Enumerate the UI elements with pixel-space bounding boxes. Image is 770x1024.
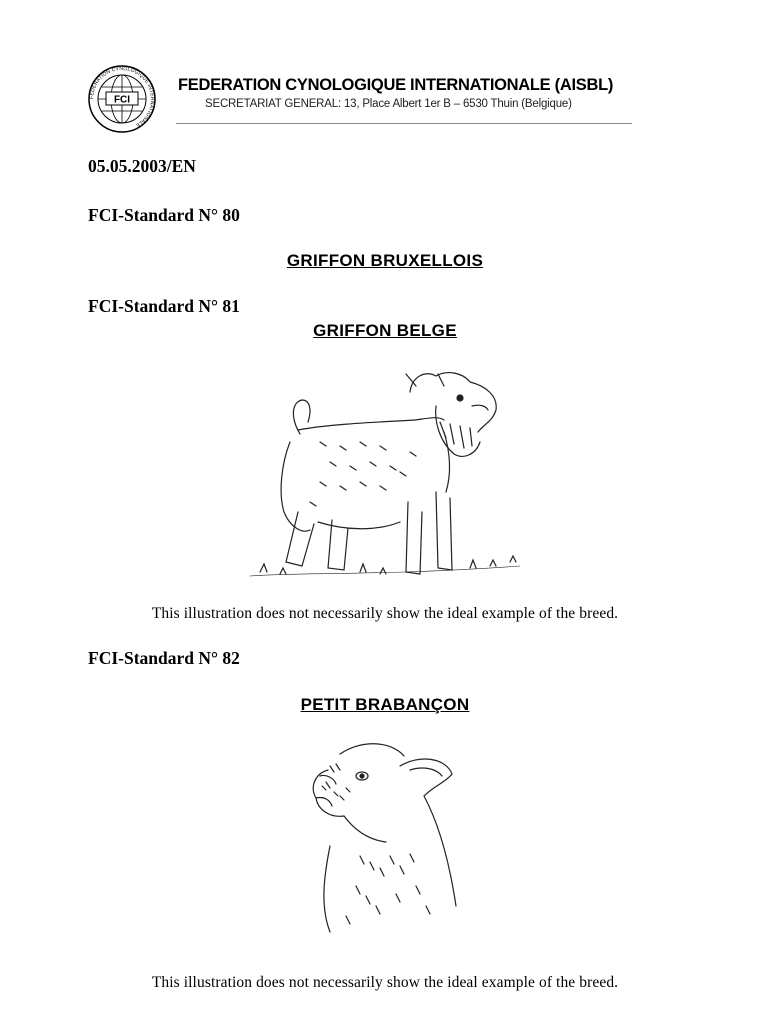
illustration-disclaimer-82: This illustration does not necessarily show the ideal example of the breed. <box>151 974 619 991</box>
header-divider <box>176 123 632 124</box>
griffon-belge-dog-illustration <box>240 362 530 588</box>
svg-text:FCI: FCI <box>113 94 131 106</box>
petit-brabancon-head-illustration <box>300 736 470 936</box>
svg-text:FEDERATION CYNOLOGIQUE INTERNA: FEDERATION CYNOLOGIQUE INTERNATIONALE <box>88 65 156 129</box>
organization-name: FEDERATION CYNOLOGIQUE INTERNATIONALE (AISBL) <box>178 76 614 94</box>
breed-title-griffon-belge: GRIFFON BELGE <box>313 321 457 340</box>
illustration-disclaimer-81: This illustration does not necessarily show the ideal example of the breed. <box>151 605 619 622</box>
document-date: 05.05.2003/EN <box>88 156 196 176</box>
organization-address: SECRETARIAT GENERAL: 13, Place Albert 1er B – 6530 Thuin (Belgique) <box>205 98 572 110</box>
standard-label-82: FCI-Standard N° 82 <box>88 648 240 668</box>
breed-title-griffon-bruxellois: GRIFFON BRUXELLOIS <box>286 251 484 270</box>
standard-label-80: FCI-Standard N° 80 <box>88 205 240 225</box>
standard-label-81: FCI-Standard N° 81 <box>88 296 240 316</box>
document-header <box>84 64 644 134</box>
breed-title-petit-brabancon: PETIT BRABANÇON <box>300 695 470 714</box>
fci-logo <box>84 64 160 134</box>
